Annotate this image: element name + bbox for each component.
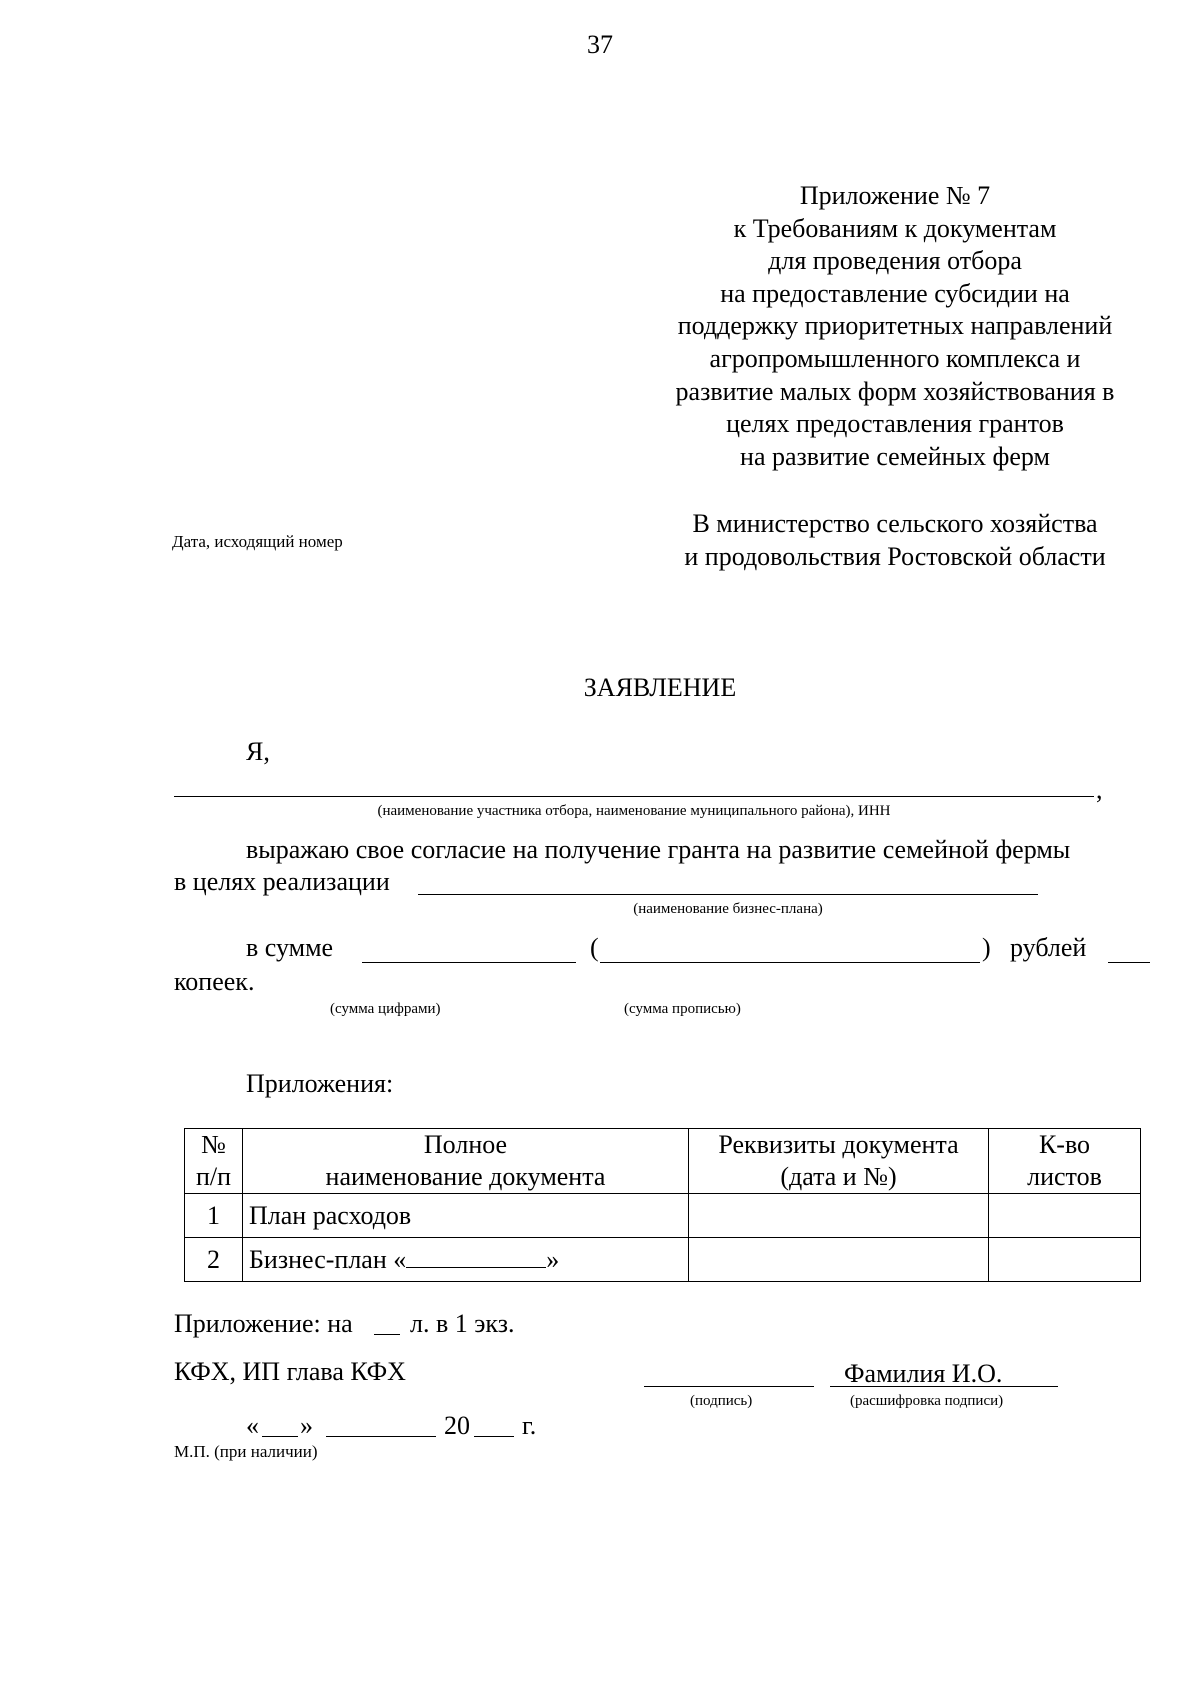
consent-line-1: выражаю свое согласие на получение гранта на развитие семейной фермы	[246, 835, 1071, 864]
amount-digits-field[interactable]	[362, 962, 576, 963]
participant-caption: (наименование участника отбора, наименование муниципального района), ИНН	[377, 803, 891, 819]
name-decode: Фамилия И.О.	[844, 1359, 1003, 1388]
year-prefix: 20	[444, 1411, 470, 1440]
date-open-quote: «	[246, 1411, 259, 1440]
participant-name-field[interactable]	[174, 796, 1094, 797]
row-sheet-count[interactable]	[989, 1238, 1141, 1282]
business-plan-caption: (наименование бизнес-плана)	[633, 901, 823, 917]
recipient	[640, 508, 1150, 573]
row-doc-details[interactable]	[689, 1238, 989, 1282]
appendix-line: на предоставление субсидии на	[720, 278, 1070, 308]
name-decode-caption: (расшифровка подписи)	[850, 1393, 1004, 1409]
amount-digits-caption: (сумма цифрами)	[330, 1001, 441, 1017]
business-plan-suffix: »	[546, 1244, 560, 1274]
table-row	[185, 1194, 1141, 1238]
row-number: 1	[185, 1194, 243, 1238]
recipient-line-1: В министерство сельского хозяйства	[692, 509, 1098, 538]
recipient-line-2: и продовольствия Ростовской области	[684, 541, 1106, 571]
day-field[interactable]	[262, 1436, 298, 1437]
business-plan-prefix: Бизнес-план «	[249, 1244, 407, 1274]
rubles-label: рублей	[1010, 933, 1087, 962]
header-number: № п/п	[185, 1129, 243, 1194]
year-suffix: г.	[522, 1411, 537, 1440]
amount-words-field[interactable]	[600, 962, 980, 963]
attachment-line-middle: л. в 1 экз.	[410, 1309, 515, 1338]
signature-field[interactable]	[644, 1386, 814, 1387]
table-row	[185, 1238, 1141, 1282]
header-sheet-count: К-во листов	[989, 1129, 1141, 1194]
appendix-line: к Требованиям к документам	[733, 213, 1057, 243]
business-plan-field[interactable]	[418, 894, 1038, 895]
attachment-line-prefix: Приложение: на	[174, 1309, 353, 1338]
row-sheet-count[interactable]	[989, 1194, 1141, 1238]
appendix-line: поддержку приоритетных направлений	[677, 311, 1113, 341]
appendix-line: целях предоставления грантов	[726, 409, 1064, 439]
table-header-row	[185, 1129, 1141, 1194]
row-doc-name	[243, 1238, 689, 1282]
row-number: 2	[185, 1238, 243, 1282]
signatory-label: КФХ, ИП глава КФХ	[174, 1357, 406, 1386]
date-close-quote: »	[300, 1411, 313, 1440]
appendix-line: на развитие семейных ферм	[740, 441, 1050, 471]
appendix-line: для проведения отбора	[768, 246, 1022, 276]
amount-label: в сумме	[246, 933, 334, 962]
row-doc-details[interactable]	[689, 1194, 989, 1238]
appendix-line: агропромышленного комплекса и	[709, 343, 1081, 373]
signature-caption: (подпись)	[690, 1393, 753, 1409]
stamp-label: М.П. (при наличии)	[174, 1442, 318, 1461]
amount-words-caption: (сумма прописью)	[624, 1001, 741, 1017]
year-field[interactable]	[474, 1436, 514, 1437]
open-paren: (	[590, 933, 599, 962]
participant-comma: ,	[1096, 775, 1103, 804]
appendix-line: развитие малых форм хозяйствования в	[675, 376, 1115, 406]
page-number: 37	[587, 30, 613, 59]
kopecks-field[interactable]	[1108, 962, 1150, 963]
attachments-table	[184, 1128, 1141, 1282]
close-paren: )	[982, 933, 991, 962]
header-doc-name: Полное наименование документа	[243, 1129, 689, 1194]
month-field[interactable]	[326, 1436, 436, 1437]
date-number-label: Дата, исходящий номер	[172, 532, 343, 551]
appendix-header	[640, 180, 1150, 473]
row-doc-name: План расходов	[243, 1194, 689, 1238]
consent-line-2: в целях реализации	[174, 867, 390, 896]
attachments-label: Приложения:	[246, 1069, 394, 1098]
kopecks-label: копеек.	[174, 967, 255, 996]
business-plan-name-field[interactable]	[406, 1245, 546, 1268]
document-title: ЗАЯВЛЕНИЕ	[583, 673, 737, 702]
ya-label: Я,	[246, 737, 270, 766]
header-doc-details: Реквизиты документа (дата и №)	[689, 1129, 989, 1194]
appendix-line: Приложение № 7	[799, 181, 991, 210]
sheet-count-field[interactable]	[374, 1334, 400, 1335]
